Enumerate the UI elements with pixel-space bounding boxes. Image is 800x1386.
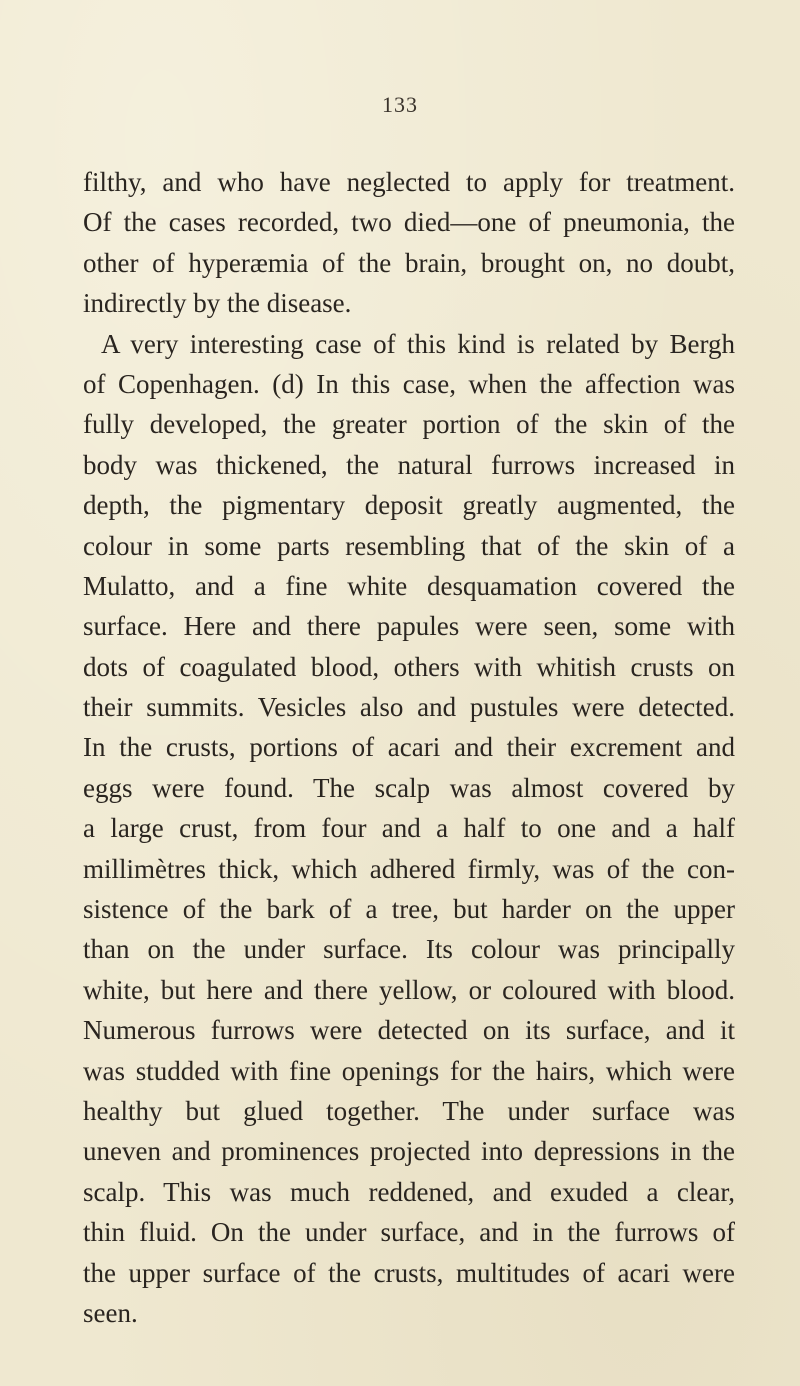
text-line: seen. bbox=[83, 1297, 138, 1328]
text-line: the upper surface of the crusts, multitudes of acari were bbox=[83, 1257, 735, 1288]
text-line: a large crust, from four and a half to one and a half bbox=[83, 813, 735, 844]
text-line: was studded with fine openings for the hairs, which were bbox=[83, 1055, 735, 1086]
text-line: fully developed, the greater portion of the skin of the bbox=[83, 409, 735, 440]
text-line: millimètres thick, which adhered firmly, was of the con- bbox=[83, 853, 735, 884]
text-line: scalp. This was much reddened, and exuded a clear, bbox=[83, 1176, 735, 1207]
text-line: filthy, and who have neglected to apply for treatment. bbox=[83, 167, 735, 197]
text-line: white, but here and there yellow, or coloured with blood. bbox=[83, 974, 735, 1005]
text-line: than on the under surface. Its colour was principally bbox=[83, 934, 735, 965]
text-line: surface. Here and there papules were seen, some with bbox=[83, 611, 735, 642]
text-line: indirectly by the disease. bbox=[83, 288, 352, 319]
text-line: healthy but glued together. The under surface was bbox=[83, 1095, 735, 1126]
text-line: other of hyperæmia of the brain, brought on, no doubt, bbox=[83, 247, 735, 278]
text-line: thin fluid. On the under surface, and in the furrows of bbox=[83, 1217, 735, 1248]
text-line: dots of coagulated blood, others with whitish crusts on bbox=[83, 651, 735, 682]
text-line: body was thickened, the natural furrows increased in bbox=[83, 449, 735, 480]
text-line: eggs were found. The scalp was almost covered by bbox=[83, 772, 735, 803]
text-line: Of the cases recorded, two died—one of pneumonia, the bbox=[83, 207, 735, 238]
text-line: uneven and prominences projected into depressions in the bbox=[83, 1136, 735, 1167]
text-line: colour in some parts resembling that of the skin of a bbox=[83, 530, 735, 561]
text-line: A very interesting case of this kind is related by Bergh bbox=[101, 328, 735, 359]
text-line: depth, the pigmentary deposit greatly augmented, the bbox=[83, 490, 735, 521]
text-line: Numerous furrows were detected on its surface, and it bbox=[83, 1015, 735, 1046]
text-line: In the crusts, portions of acari and their excrement and bbox=[83, 732, 735, 763]
body-text bbox=[83, 162, 735, 1333]
text-line: Mulatto, and a fine white desquamation covered the bbox=[83, 570, 735, 601]
page-number: 133 bbox=[382, 92, 418, 117]
text-line: of Copenhagen. (d) In this case, when the affection was bbox=[83, 368, 735, 399]
text-line: sistence of the bark of a tree, but harder on the upper bbox=[83, 894, 735, 925]
text-line: their summits. Vesicles also and pustules were detected. bbox=[83, 692, 735, 723]
